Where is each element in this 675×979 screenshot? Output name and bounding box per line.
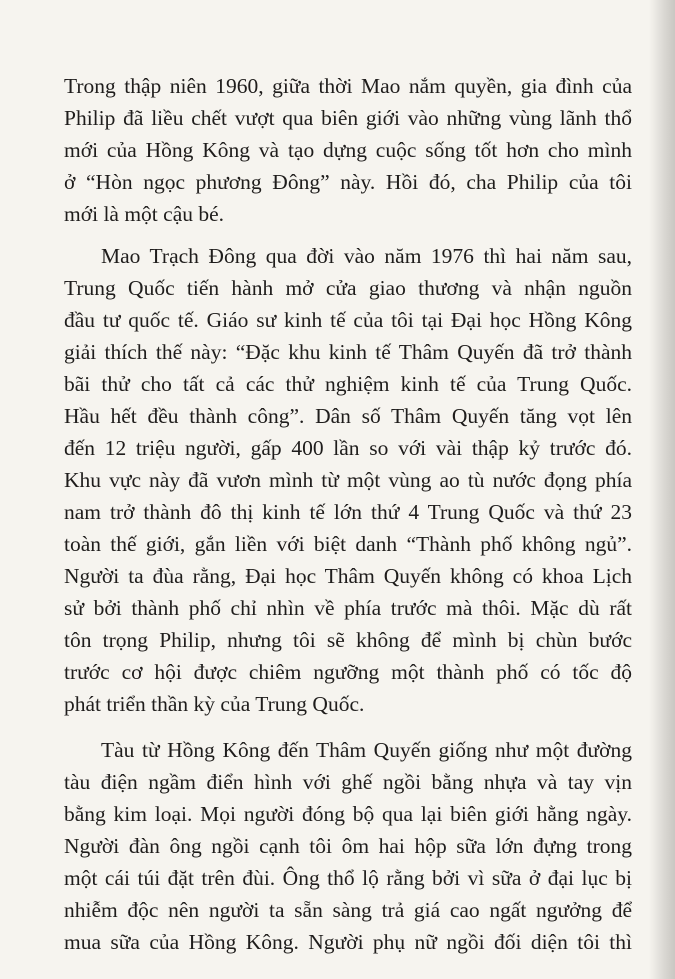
text-line: nhiễm độc nên người ta sẵn sàng trả giá cao ngất ngưởng để: [64, 898, 632, 922]
text-line: nam trở thành đô thị kinh tế lớn thứ 4 Trung Quốc và thứ 23: [64, 500, 632, 524]
text-line: Mao Trạch Đông qua đời vào năm 1976 thì hai năm sau,: [101, 244, 632, 268]
text-line: mới của Hồng Kông và tạo dựng cuộc sống tốt hơn cho mình: [64, 138, 632, 162]
text-line: phát triển thần kỳ của Trung Quốc.: [64, 692, 365, 716]
text-line: bằng kim loại. Mọi người đóng bộ qua lại biên giới hằng ngày.: [64, 802, 632, 826]
text-line: mới là một cậu bé.: [64, 202, 225, 226]
text-line: đến 12 triệu người, gấp 400 lần so với vài thập kỷ trước đó.: [64, 436, 632, 460]
text-line: Người đàn ông ngồi cạnh tôi ôm hai hộp sữa lớn đựng trong: [64, 834, 632, 858]
text-line: tôn trọng Philip, nhưng tôi sẽ không để mình bị chùn bước: [64, 628, 632, 652]
text-line: giải thích thế này: “Đặc khu kinh tế Thâm Quyến đã trở thành: [64, 340, 632, 364]
text-line: bãi thử cho tất cả các thử nghiệm kinh tế của Trung Quốc.: [64, 372, 632, 396]
text-line: một cái túi đặt trên đùi. Ông thổ lộ rằng bởi vì sữa ở đại lục bị: [64, 866, 632, 890]
paragraph: [64, 70, 632, 230]
text-line: mua sữa của Hồng Kông. Người phụ nữ ngồi đối diện tôi thì: [64, 930, 632, 954]
text-line: Trong thập niên 1960, giữa thời Mao nắm quyền, gia đình của: [64, 74, 632, 98]
text-line: trước cơ hội được chiêm ngưỡng một thành phố có tốc độ: [64, 660, 632, 684]
text-line: ở “Hòn ngọc phương Đông” này. Hồi đó, cha Philip của tôi: [64, 170, 632, 194]
text-line: Người ta đùa rằng, Đại học Thâm Quyến không có khoa Lịch: [64, 564, 632, 588]
text-line: Khu vực này đã vươn mình từ một vùng ao tù nước đọng phía: [64, 468, 632, 492]
text-line: đầu tư quốc tế. Giáo sư kinh tế của tôi tại Đại học Hồng Kông: [64, 308, 632, 332]
text-line: Trung Quốc tiến hành mở cửa giao thương và nhận nguồn: [64, 276, 632, 300]
page-edge-shadow: [649, 0, 675, 979]
paragraph: [64, 240, 632, 720]
text-line: toàn thế giới, gắn liền với biệt danh “Thành phố không ngủ”.: [64, 532, 632, 556]
text-line: sử bởi thành phố chỉ nhìn về phía trước mà thôi. Mặc dù rất: [64, 596, 632, 620]
book-page-body: [64, 70, 632, 968]
text-line: Hầu hết đều thành công”. Dân số Thâm Quyến tăng vọt lên: [64, 404, 632, 428]
text-line: Philip đã liều chết vượt qua biên giới vào những vùng lãnh thổ: [64, 106, 632, 130]
paragraph: [64, 734, 632, 958]
text-line: tàu điện ngầm điển hình với ghế ngồi bằng nhựa và tay vịn: [64, 770, 632, 794]
text-line: Tàu từ Hồng Kông đến Thâm Quyến giống như một đường: [101, 738, 632, 762]
